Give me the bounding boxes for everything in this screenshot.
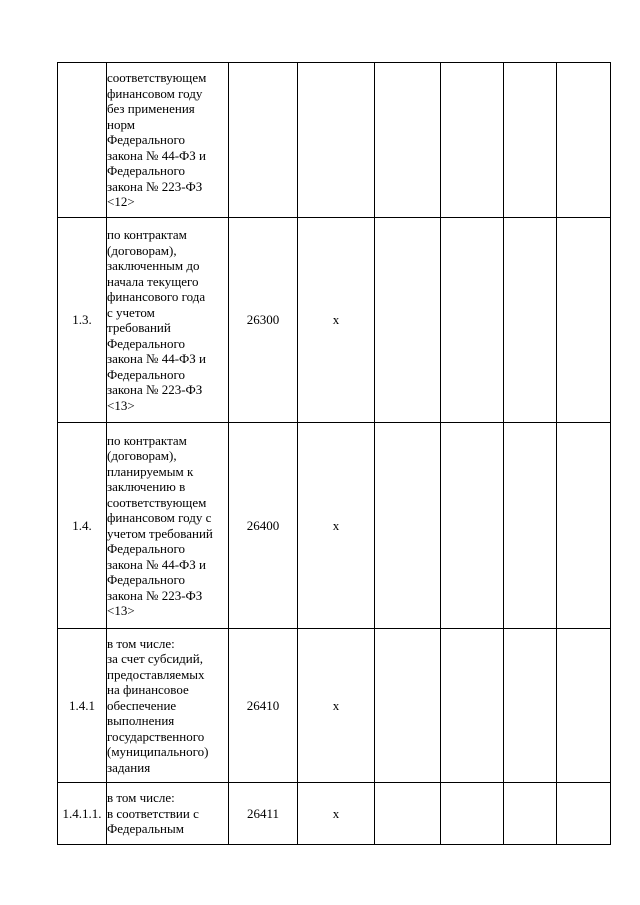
empty-cell [441, 423, 504, 629]
row-number: 1.3. [58, 218, 107, 423]
row-number: 1.4. [58, 423, 107, 629]
empty-cell [441, 218, 504, 423]
row-number: 1.4.1.1. [58, 783, 107, 845]
row-mark: x [298, 218, 375, 423]
empty-cell [504, 218, 557, 423]
empty-cell [441, 629, 504, 783]
row-code: 26410 [229, 629, 298, 783]
row-mark: x [298, 783, 375, 845]
row-description: по контрактам (договорам), заключенным до начала текущего финансового года с учетом требований Федерального закона № 44-ФЗ и Федерального закона № 223-ФЗ <13> [107, 218, 229, 423]
empty-cell [504, 63, 557, 218]
row-code [229, 63, 298, 218]
row-code: 26300 [229, 218, 298, 423]
row-mark: x [298, 423, 375, 629]
table-row [58, 783, 611, 845]
empty-cell [375, 218, 441, 423]
document-table [57, 62, 611, 845]
empty-cell [557, 629, 611, 783]
empty-cell [504, 783, 557, 845]
table-row [58, 629, 611, 783]
empty-cell [504, 629, 557, 783]
empty-cell [504, 423, 557, 629]
empty-cell [375, 423, 441, 629]
empty-cell [375, 783, 441, 845]
empty-cell [441, 783, 504, 845]
row-description: в том числе: за счет субсидий, предоставляемых на финансовое обеспечение выполнения государственного (муниципального) задания [107, 629, 229, 783]
row-description: в том числе: в соответствии с Федеральным [107, 783, 229, 845]
row-description: соответствующем финансовом году без применения норм Федерального закона № 44-ФЗ и Федерального закона № 223-ФЗ <12> [107, 63, 229, 218]
row-mark [298, 63, 375, 218]
table-row [58, 423, 611, 629]
empty-cell [557, 218, 611, 423]
row-description: по контрактам (договорам), планируемым к заключению в соответствующем финансовом году с учетом требований Федерального закона № 44-ФЗ и Федерального закона № 223-ФЗ <13> [107, 423, 229, 629]
row-mark: x [298, 629, 375, 783]
empty-cell [375, 63, 441, 218]
empty-cell [557, 783, 611, 845]
row-number [58, 63, 107, 218]
row-code: 26411 [229, 783, 298, 845]
row-number: 1.4.1 [58, 629, 107, 783]
table-row [58, 218, 611, 423]
empty-cell [441, 63, 504, 218]
empty-cell [557, 423, 611, 629]
empty-cell [557, 63, 611, 218]
empty-cell [375, 629, 441, 783]
table-row [58, 63, 611, 218]
row-code: 26400 [229, 423, 298, 629]
